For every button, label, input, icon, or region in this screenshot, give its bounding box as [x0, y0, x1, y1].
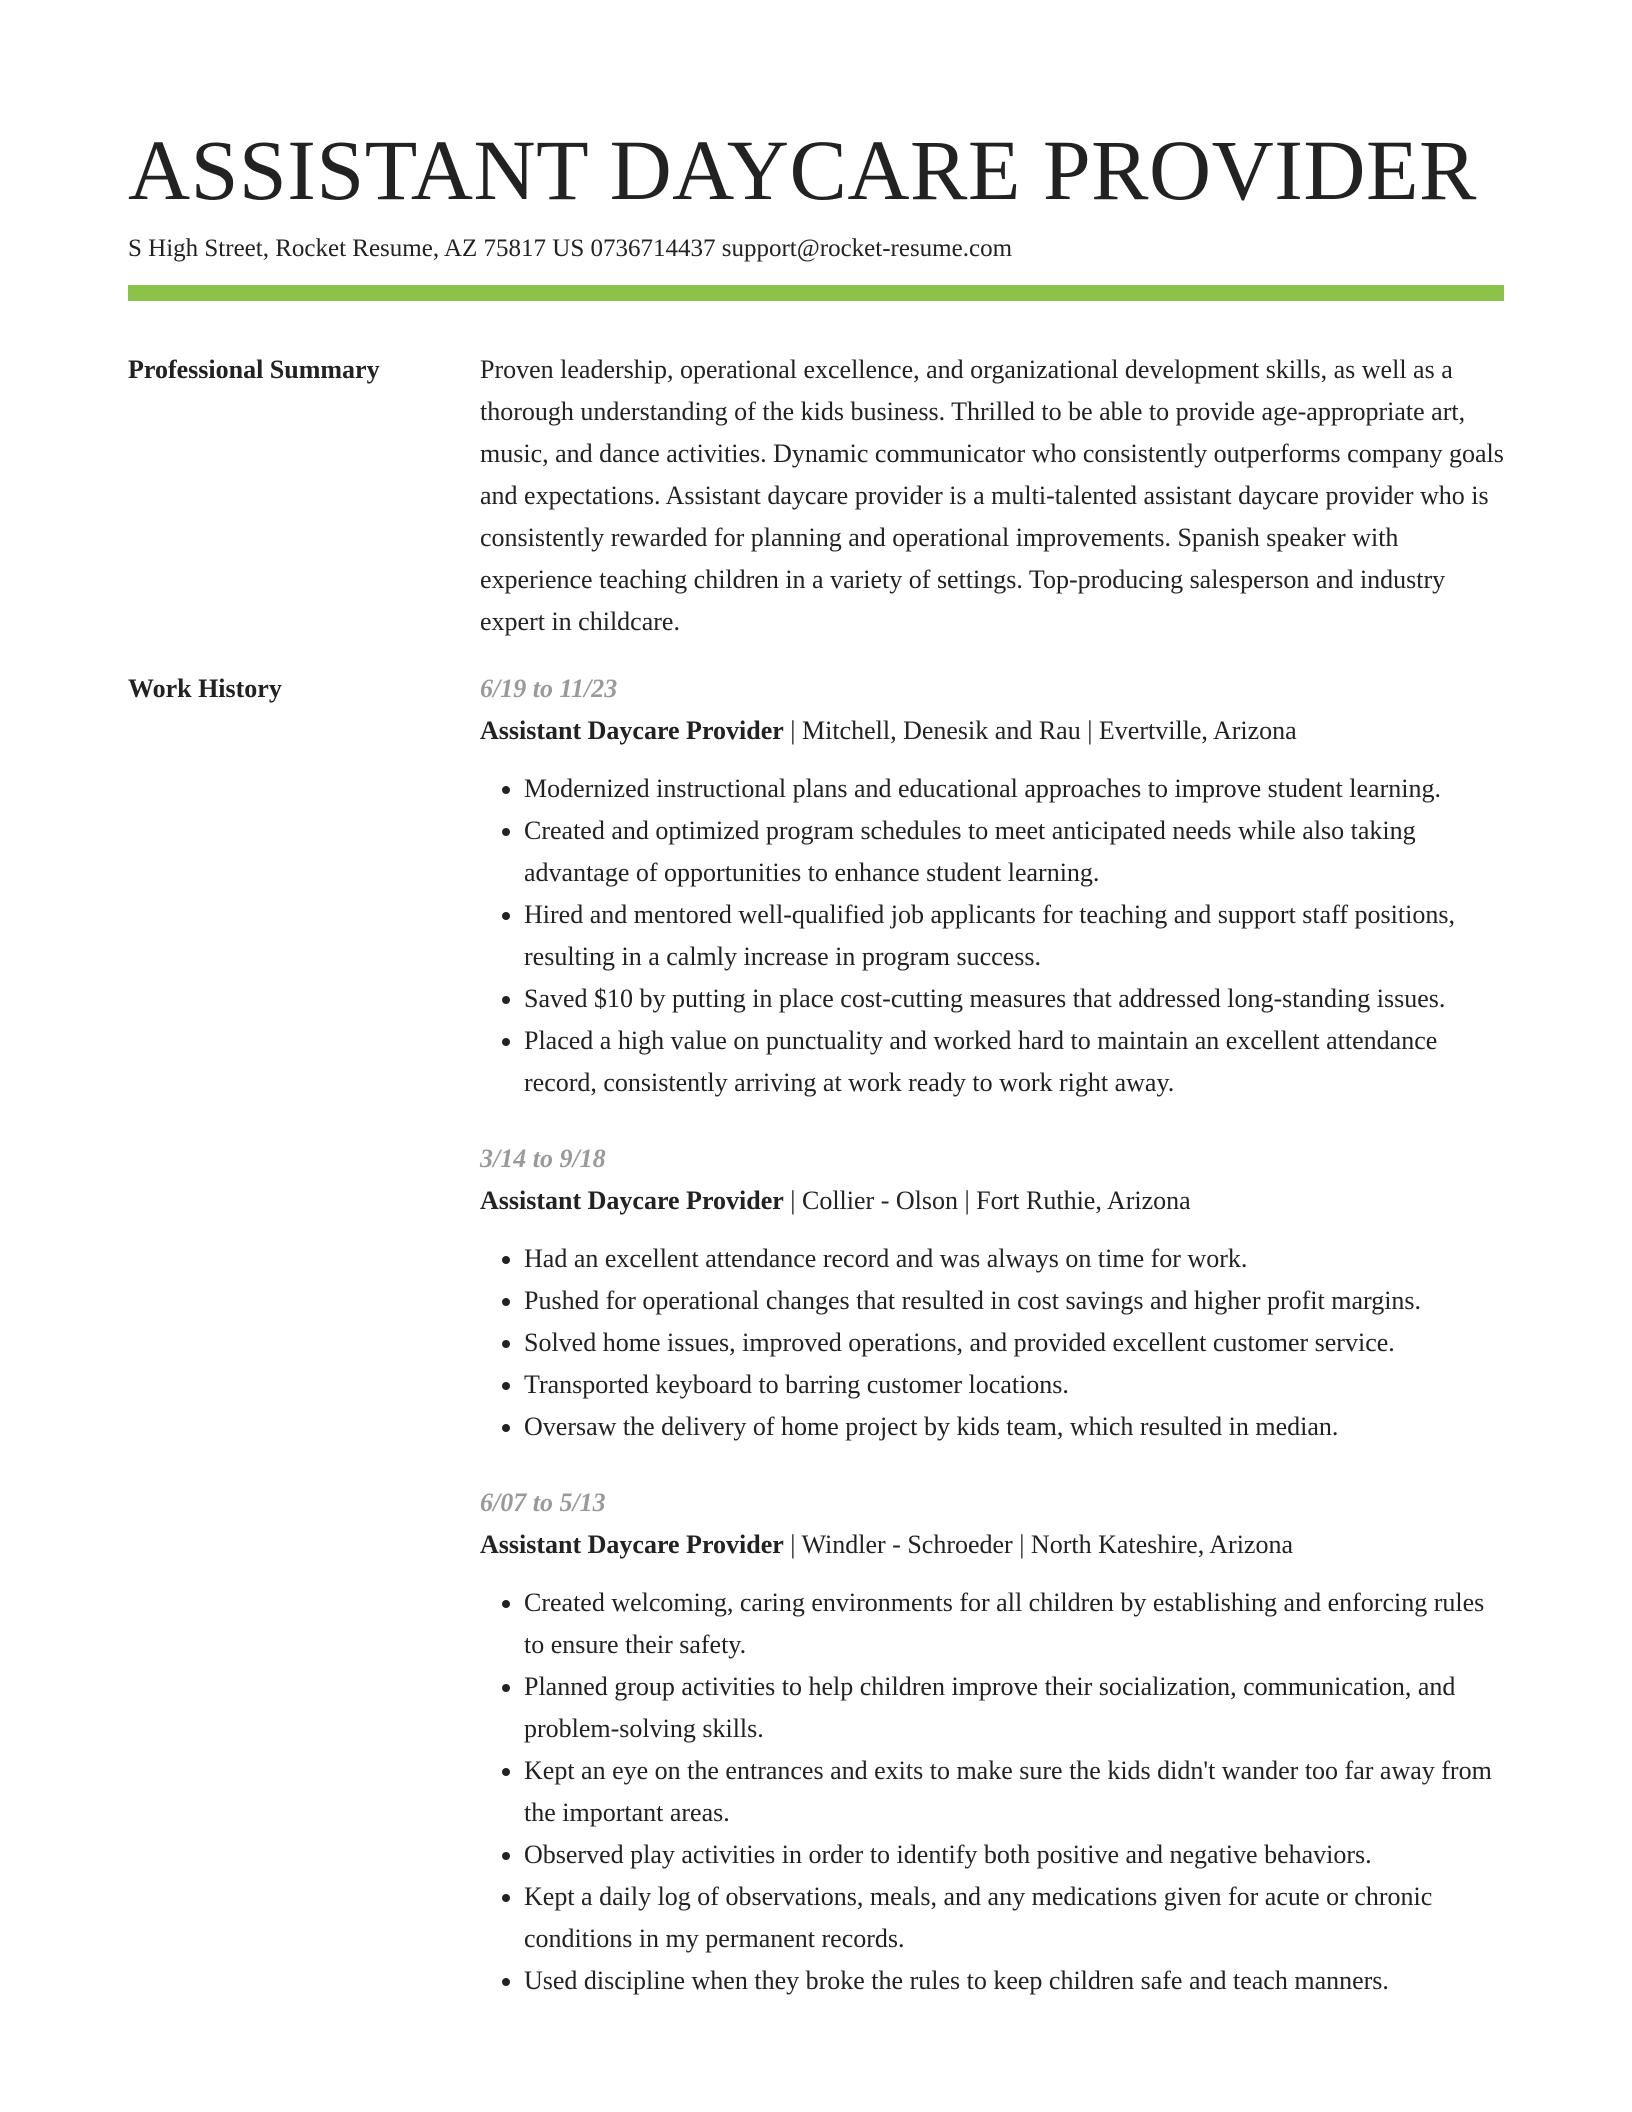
job-employer-location: | Collier - Olson | Fort Ruthie, Arizona [783, 1186, 1191, 1215]
job-bullet: • Oversaw the delivery of home project by kids team, which resulted in median. [524, 1406, 1504, 1448]
professional-summary-body [480, 349, 1504, 643]
job-bullet: • Placed a high value on punctuality and worked hard to maintain an excellent attendance record, consistently arriving at work ready to work right away. [524, 1020, 1504, 1104]
contact-line: S High Street, Rocket Resume, AZ 75817 US 0736714437 support@rocket-resume.com [128, 235, 1013, 262]
job-bullet-list [480, 768, 1504, 1104]
work-history-section [128, 668, 1504, 2036]
summary-text: Proven leadership, operational excellence, and organizational development skills, as well as a thorough understanding of the kids business. Thrilled to be able to provide age-appropriate art, music, and dance activities. Dynamic communicator who consistently outperforms company goals and expectations. Assistant daycare provider is a multi-talented assistant daycare provider who is consistently rewarded for planning and operational improvements. Spanish speaker with experience teaching children in a variety of settings. Top-producing salesperson and industry expert in childcare. [480, 355, 1504, 636]
job-bullet: • Kept an eye on the entrances and exits to make sure the kids didn't wander too far away from the important areas. [524, 1750, 1504, 1834]
job-entry [480, 1138, 1504, 1448]
job-header [480, 1524, 1504, 1566]
job-bullet: • Used discipline when they broke the rules to keep children safe and teach manners. [524, 1960, 1504, 2002]
job-employer-location: | Mitchell, Denesik and Rau | Evertville, Arizona [783, 716, 1297, 745]
section-heading-professional-summary: Professional Summary [128, 355, 380, 384]
job-bullet: • Kept a daily log of observations, meals, and any medications given for acute or chronic conditions in my permanent records. [524, 1876, 1504, 1960]
job-bullet: • Saved $10 by putting in place cost-cutting measures that addressed long-standing issues. [524, 978, 1504, 1020]
job-bullet: • Had an excellent attendance record and was always on time for work. [524, 1238, 1504, 1280]
accent-divider [128, 285, 1504, 301]
job-bullet: • Transported keyboard to barring customer locations. [524, 1364, 1504, 1406]
job-bullet: • Pushed for operational changes that resulted in cost savings and higher profit margins. [524, 1280, 1504, 1322]
resume-page [128, 0, 1504, 2036]
work-history-body [480, 668, 1504, 2036]
job-dates: 6/19 to 11/23 [480, 674, 618, 703]
job-bullet: • Created welcoming, caring environments for all children by establishing and enforcing rules to ensure their safety. [524, 1582, 1504, 1666]
candidate-name: ASSISTANT DAYCARE PROVIDER [128, 122, 1477, 218]
job-title: Assistant Daycare Provider [480, 1186, 784, 1215]
job-header [480, 1180, 1504, 1222]
section-heading-work-history: Work History [128, 674, 282, 703]
job-bullet: • Planned group activities to help children improve their socialization, communication, and problem-solving skills. [524, 1666, 1504, 1750]
job-title: Assistant Daycare Provider [480, 1530, 784, 1559]
job-bullet: • Solved home issues, improved operations, and provided excellent customer service. [524, 1322, 1504, 1364]
job-entry [480, 668, 1504, 1104]
job-bullet-list [480, 1238, 1504, 1448]
job-bullet: • Hired and mentored well-qualified job applicants for teaching and support staff positions, resulting in a calmly increase in program success. [524, 894, 1504, 978]
job-employer-location: | Windler - Schroeder | North Kateshire, Arizona [783, 1530, 1294, 1559]
job-bullet: • Modernized instructional plans and educational approaches to improve student learning. [524, 768, 1504, 810]
job-header [480, 710, 1504, 752]
job-bullet: • Observed play activities in order to identify both positive and negative behaviors. [524, 1834, 1504, 1876]
job-entry [480, 1482, 1504, 2002]
job-dates: 3/14 to 9/18 [480, 1144, 606, 1173]
job-bullet: • Created and optimized program schedules to meet anticipated needs while also taking advantage of opportunities to enhance student learning. [524, 810, 1504, 894]
job-bullet-list [480, 1582, 1504, 2002]
job-dates: 6/07 to 5/13 [480, 1488, 606, 1517]
job-title: Assistant Daycare Provider [480, 716, 784, 745]
professional-summary-section [128, 349, 1504, 643]
